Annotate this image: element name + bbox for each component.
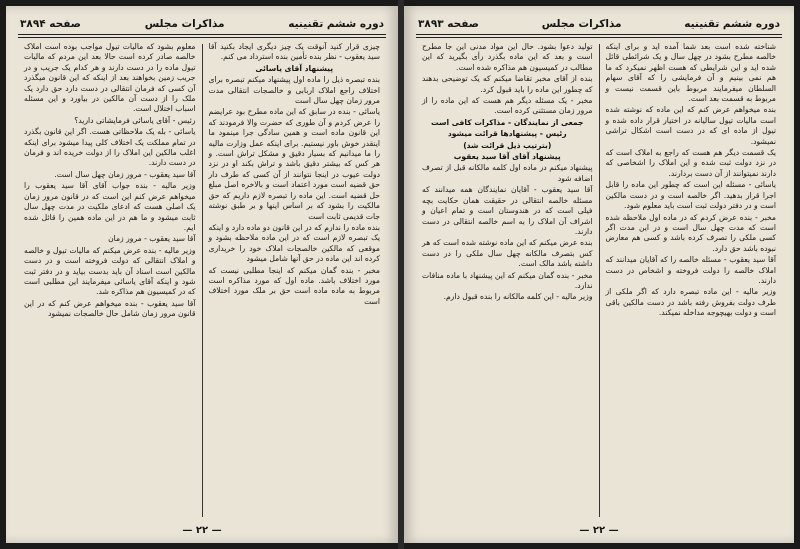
right-page-number: صفحه ۳۸۹۳ — [418, 18, 479, 30]
paragraph: بنده میخواهم عرض کنم که این ماده که نوشته شده است مالیات تیول سالیانه در اختیار قرار داده شده و تیول از ماده ای که در دست است اشکال تراشی نمیشود. — [605, 105, 776, 146]
paragraph: یاسائی - بله یک ملاحظاتی هست. اگر این قانون بگذرد در تمام مملکت یک اختلاف کلی پیدا میشود برای اینکه اغلب مالکین این املاک را از دولت خریده اند و فرمان در دست دارند. — [24, 127, 196, 168]
paragraph: آقا سید یعقوب - مسئله خالصه را که آقایان میدانند که املاک خالصه را دولت فروخته و اشخاص در دست دارند. — [605, 255, 776, 285]
paragraph: پیشنهاد میکنم در ماده اول کلمه مالکانه قبل از تصرف اضافه شود — [422, 163, 593, 183]
right-page-columns — [416, 42, 782, 519]
left-page — [6, 6, 398, 543]
left-page-column-left — [18, 42, 202, 519]
paragraph: بنده از آقای مخبر تقاضا میکنم که یک توضیحی بدهند که چطور این ماده را باید قبول کرد. — [422, 74, 593, 94]
paragraph: آقا سید یعقوب - مرور زمان — [108, 234, 196, 244]
right-page-header — [418, 16, 780, 32]
paragraph: بنده تبصره ذیل را ماده اول پیشنهاد میکنم تبصره برای اختلاف راجع املاک اربابی و خالصجات انتقالی مدت مرور زمان چهل سال است — [208, 75, 380, 106]
paragraph: یاسائی - مسئله این است که چطور این ماده را قابل اجرا قرار بدهید. اگر خالصه است و در دست مالکین است و در دفتر دولت ثبت است باید معلوم شود. — [605, 180, 776, 211]
paragraph: رئیس - آقای یاسائی فرمایشاتی دارید؟ — [74, 115, 196, 125]
proposal-heading: پیشنهاد آقای یاسائی — [255, 63, 334, 73]
paragraph: آقا سید یعقوب - مرور زمان چهل سال است. — [54, 169, 196, 179]
paragraph: وزیر مالیه - بنده جواب آقای آقا سید یعقوب را میخواهم عرض کنم این است که در قانون مرور زمان یک اصلی هست که ادعای ملکیت در مدت چهل سال ثابت میشود و ما هم در این ماده همین را قائل شده ایم. — [24, 181, 196, 232]
paragraph: وزیر مالیه - این ماده تبصره دارد که اگر ملکی از طرف دولت بفروش رفته باشد در دست مالکین باقی است و دولت بهیچوجه مداخله نمیکند. — [605, 287, 776, 318]
header-rule-thin — [416, 37, 782, 38]
header-rule — [18, 34, 386, 35]
paragraph: یاسائی - بنده در سابق که این ماده مطرح بود عرایضم را عرض کردم و آن طوری که حضرت والا فرمودند که این قانون ماده است و همین سادگی جرا مینمود ما اینقدر خوش باور نیستیم. برای اینکه عمل وزارت مالیه را ما میدانیم که بسیار دقیق و مشکل تراش است. و هر کس که بیشتر دقیق باشد و تراش بکند او در نزد دولت عیوب در اینجا نتوانند از آن کسی که طرف دار حق قضیه است مورد اعتماد است و بالاخره اصل مبلغ حل قضیه است. این ماده را تبصره لازم داریم که حق مالکیت را بشود که بر اساس اینها و بر طبق نوشته جات قدیمی ثابت است — [208, 107, 380, 221]
left-page-column-right — [203, 42, 387, 519]
proposals-read-heading: رئیس - پیشنهادها قرائت میشود — [447, 129, 567, 139]
paragraph: یک قسمت دیگر هم هست که راجع به املاک است که در نزد دولت ثبت شده و این املاک را اشخاصی که دارند نمیتوانند از آن دست بردارند. — [605, 148, 776, 178]
left-page-journal: مذاکرات مجلس — [144, 18, 225, 30]
paragraph: مخبر - یک مسئله دیگر هم هست که این ماده را از مرور زمان مستثنی کرده است. — [422, 96, 593, 116]
sufficient-debate-heading: جمعی از نمایندگان - مذاکرات کافی است — [431, 117, 584, 127]
right-page — [404, 6, 794, 543]
left-page-footer: — ۲۲ — — [182, 525, 222, 536]
left-page-header — [20, 16, 384, 32]
header-rule-thin — [18, 37, 386, 38]
paragraph: آقا سید یعقوب - آقایان نمایندگان همه میدانند که مسئله خالصه انتقالی در حقیقت همان حکایت بچه فیلی است که در هندوستان است و تمام اعیان و اشراف آن املاک را به اسم خالصه انتقالی در دست دارند. — [422, 185, 593, 236]
paragraph: وزیر مالیه - بنده عرض میکنم که مالیات تیول و خالصه و املاک انتقالی که دولت فروخته است و در دست مالکین است اسناد آن باید بدست بیاید و در دفتر ثبت شود و اینکه آقای یاسائی میفرمایند این مطلبی است که در کمیسیون هم مذاکره شد. — [24, 245, 196, 297]
left-page-columns — [18, 42, 386, 519]
left-page-session: دوره ششم تقنینیه — [288, 18, 384, 30]
read-order-note: (بترتیب ذیل قرائت شد) — [463, 140, 552, 150]
paragraph: بنده ماده را ندارم که در این قانون دو ماده دارد و اینکه یک تبصره لازم است که در این ماده ملاحظه بشود و موقعی که مالکین خالصجات املاک خود را خریداری کرده اند این ماده در حق آنها شامل میشود — [208, 222, 380, 264]
left-page-number: صفحه ۳۸۹۴ — [20, 18, 81, 30]
right-page-column-right — [600, 42, 783, 519]
paragraph: شناخته شده است بعد شما آمده اید و برای اینکه خالصه مطرح بشود در چهل سال و یک شرائطی قائل شده اید و این شرایطی که هست اظهر نمیکرد که ما هم نمی بینیم و آن فرمایشی را که آقای سهام السلطان میفرمایند مربوط باین قسمت نیست و مربوط به قسمت بعد است. — [605, 42, 776, 104]
right-page-footer: — ۲۲ — — [579, 525, 619, 536]
paragraph: چیزی قرار کنید آنوقت یک چیز دیگری ایجاد بکنید آقا سید یعقوب - نظر بنده تأمین بنده استرداد می کنم. — [208, 42, 380, 62]
paragraph: آقا سید یعقوب - بنده میخواهم عرض کنم که در این قانون مرور زمان شامل حال خالصجات نمیشود — [24, 298, 196, 319]
paragraph: بنده عرض میکنم که این ماده نوشته شده است که هر کس بتصرف مالکانه چهل سال ملکی را در دست داشته باشد مالک است. — [422, 238, 593, 269]
paragraph: مخبر - بنده گمان میکنم که این پیشنهاد با ماده منافات ندارد. — [422, 270, 593, 290]
right-page-journal: مذاکرات مجلس — [541, 18, 622, 30]
proposal-heading: پیشنهاد آقای آقا سید یعقوب — [453, 152, 561, 162]
paragraph: مخبر - بنده گمان میکنم که اینجا مطلبی نیست که مورد اختلاف باشد. ماده اول که مورد مذاکره است مربوط به ماده ماده است حق بر ملک مورد اختلاف است — [208, 265, 380, 306]
paragraph: معلوم بشود که مالیات تیول مواجب بوده است املاک خالصه صادر کرده است حالا بعد این مردم که مالیات تیول ماده را در دست دارند و هر کدام یک جریب و در جریب زمین بخواهند بعد از اینکه که این قانون میگذرد آن کسی که فرمان انتقالی در دست دارد حق دارد یک ملک را از دست آن مالکین در بیاورد و این مسئله اسباب اختلال است. — [24, 42, 196, 114]
paragraph: وزیر مالیه - این کلمه مالکانه را بنده قبول دارم. — [443, 292, 593, 302]
right-page-column-left — [416, 42, 599, 519]
header-rule — [416, 34, 782, 35]
paragraph: مخبر - بنده عرض کردم که در ماده اول ملاحظه شده است که مدت چهل سال است و در این مدت اگر کسی ملکی را تصرف کرده باشد و کسی هم معارض نبوده باشد حق دارد. — [605, 212, 776, 253]
right-page-session: دوره ششم تقنینیه — [684, 18, 780, 30]
paragraph: تولید دعوا بشود. حال این مواد مدنی این جا مطرح است و بعد که این ماده بگذرد رأی بگیرید که این مطالب در کمیسیون هم مذاکره شده است. — [422, 42, 593, 72]
